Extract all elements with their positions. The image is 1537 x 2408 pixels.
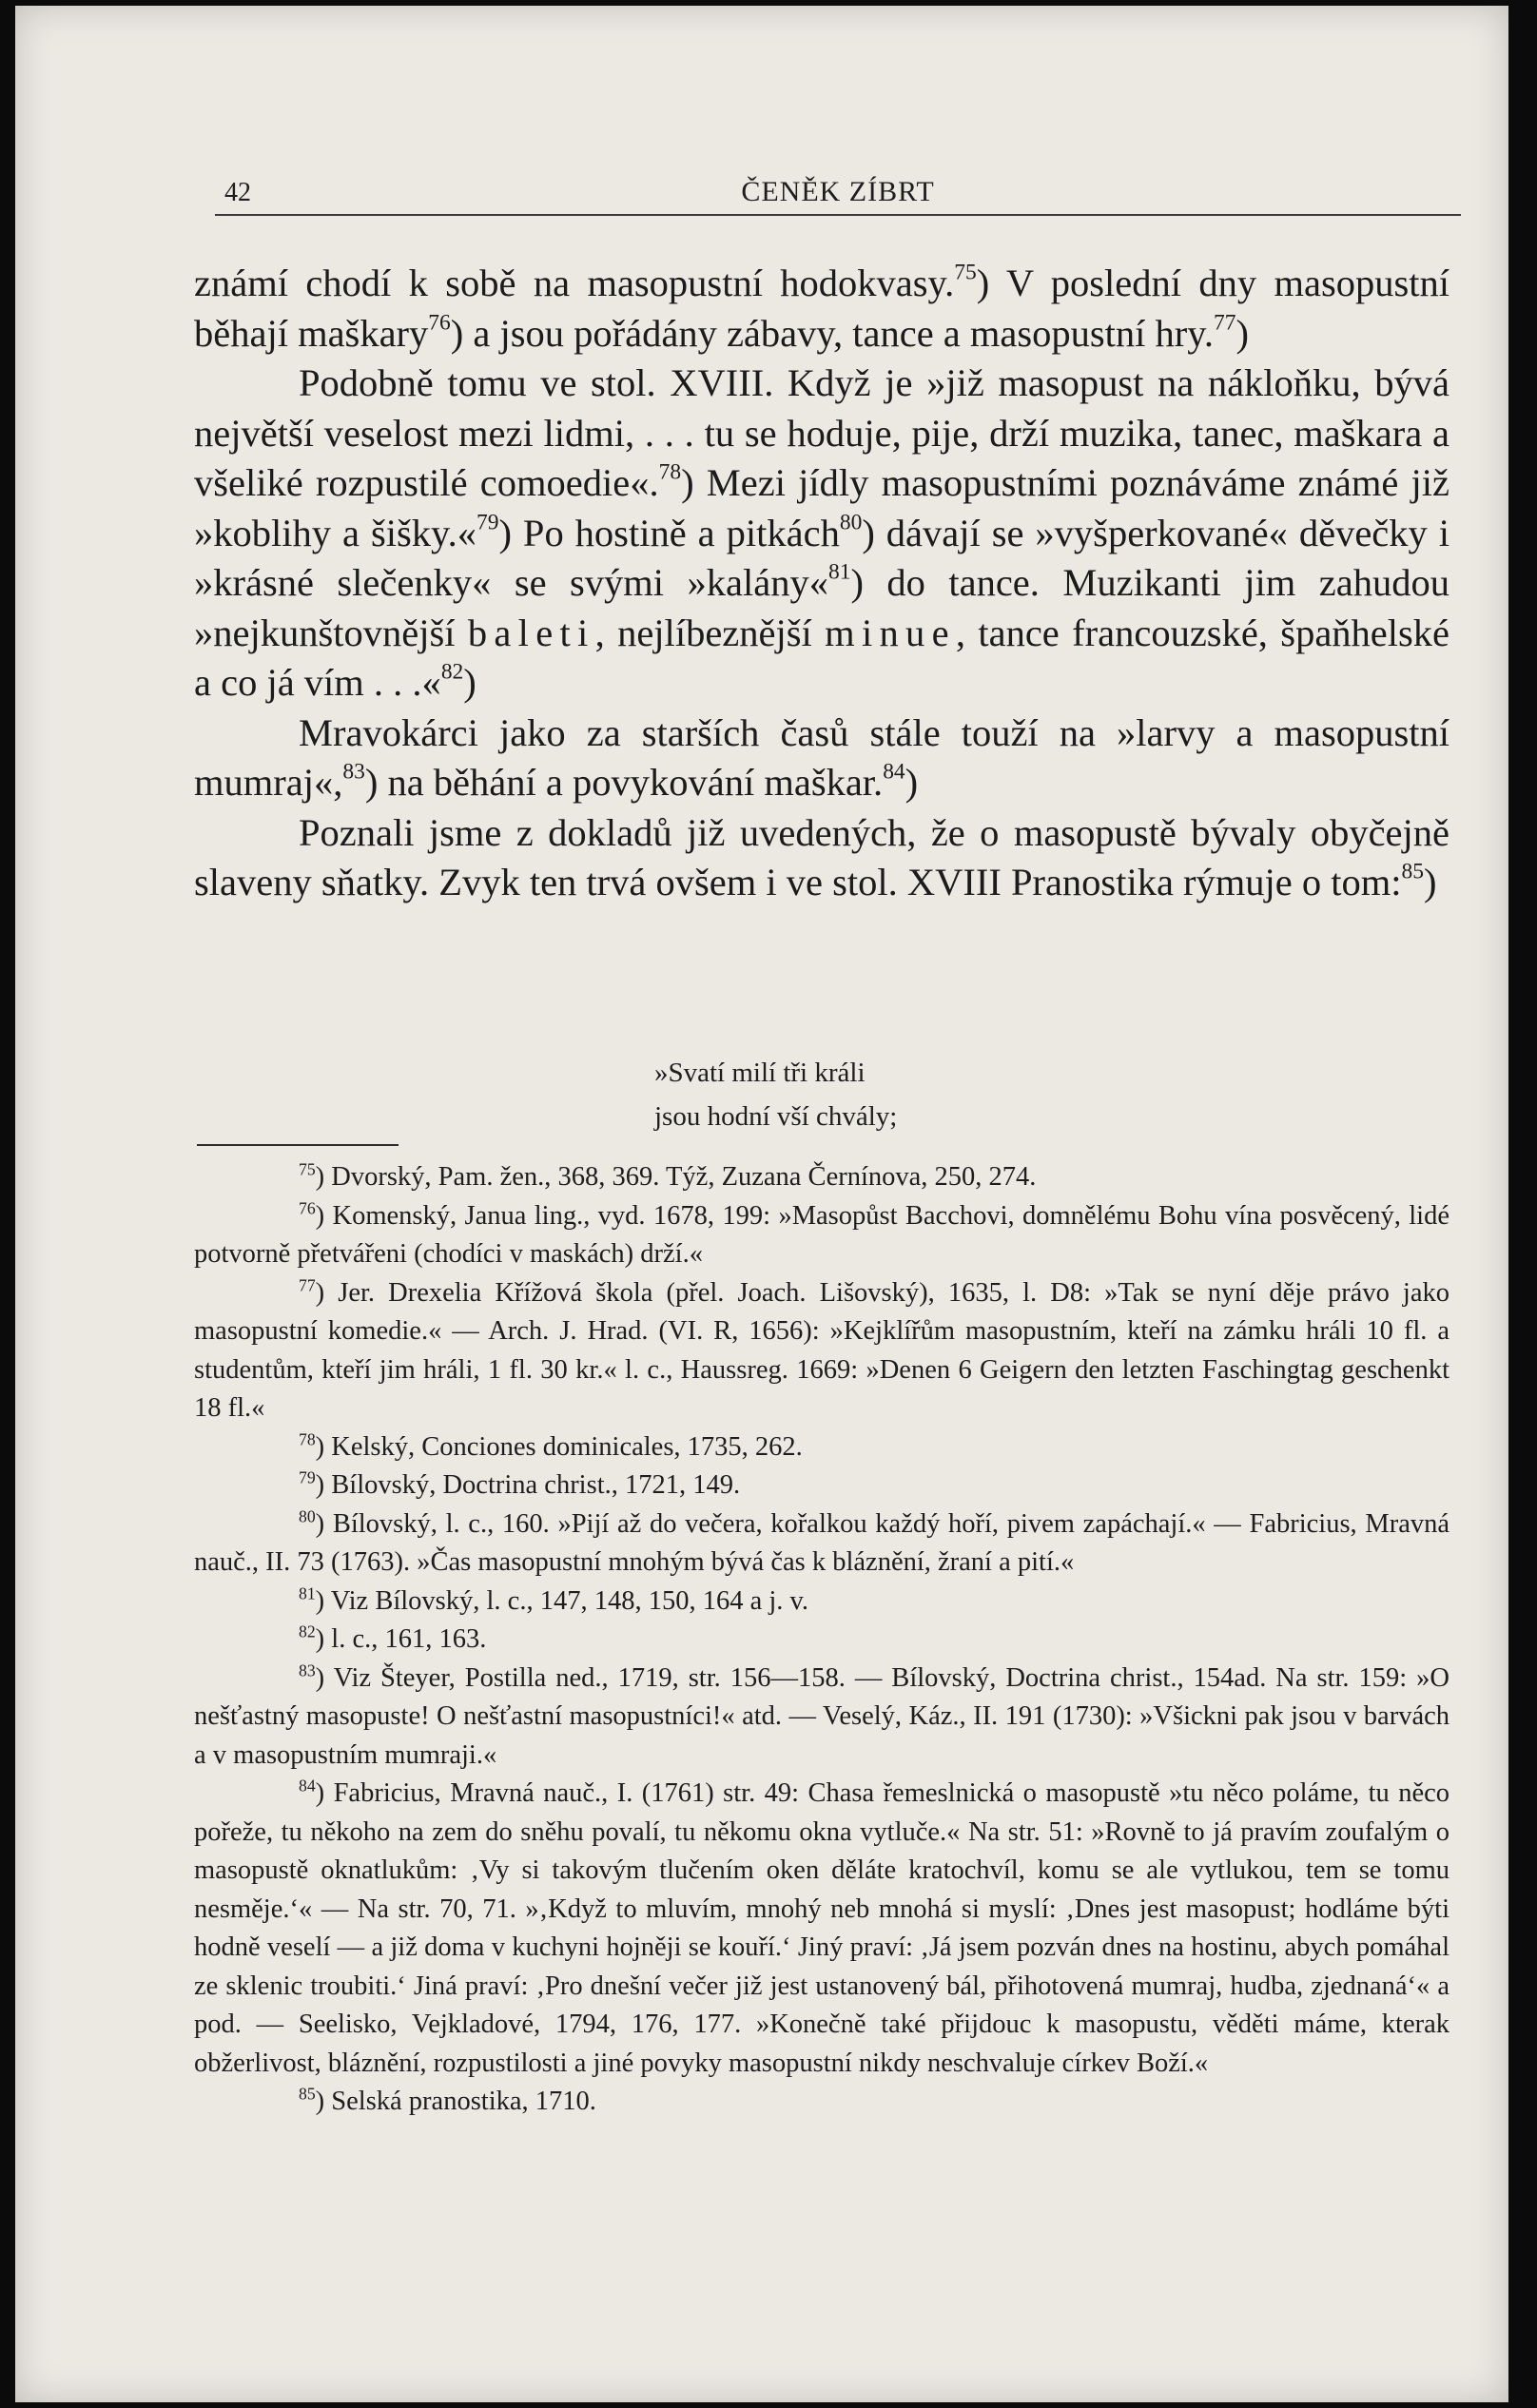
footnote-75	[194, 1158, 1449, 1197]
spaced-word: minue	[825, 611, 956, 654]
footnote-79	[194, 1466, 1449, 1505]
footnote-number: 76	[299, 1197, 316, 1217]
footnote-text: ) Komenský, Janua ling., vyd. 1678, 199: »Masopůst Bacchovi, domnělému Bohu vína posvěcený, lidé potvorně přetvářeni (chodíci v maskách) drží.«	[194, 1200, 1449, 1269]
footnote-text: ) Dvorský, Pam. žen., 368, 369. Týž, Zuzana Černínova, 250, 274.	[315, 1162, 1037, 1192]
text-run: )	[463, 661, 477, 704]
footnote-text: ) Jer. Drexelia Křížová škola (přel. Joach. Lišovský), 1635, l. D8: »Tak se nyní děje právo jako masopustní komedie.« — Arch. J. Hrad. (VI. R, 1656): »Kejklířům masopustním, kteří na zámku hráli 10 fl. a studentům, kteří jim hráli, 1 fl. 30 kr.« l. c., Haussreg. 1669: »Denen 6 Geigern den letzten Faschingtag geschenkt 18 fl.«	[194, 1277, 1449, 1423]
verse-quote	[654, 1051, 897, 1138]
text-run: známí chodí k sobě na masopustní hodokvasy.	[194, 262, 955, 304]
text-run: ) Po hostině a pitkách	[498, 511, 840, 554]
main-text	[194, 259, 1449, 908]
footnote-number: 82	[299, 1622, 316, 1641]
text-run: )	[1235, 311, 1249, 355]
footnote-text: ) Kelský, Conciones dominicales, 1735, 262.	[315, 1431, 803, 1462]
text-run: Poznali jsme z dokladů již uvedených, že o masopustě bývaly obyčejně slaveny sňatky. Zvyk ten trvá ovšem i ve stol. XVIII Pranostika rýmuje o tom:	[194, 810, 1449, 903]
footnote-80	[194, 1505, 1449, 1583]
text-run: Mravokárci jako za starších časů stále touží na »larvy a masopustní mumraj«,	[194, 710, 1449, 804]
footnote-ref: 76	[428, 309, 451, 335]
verse-line: »Svatí milí tři králi	[654, 1058, 866, 1088]
spaced-word: baleti	[467, 611, 595, 654]
footnote-ref: 78	[658, 459, 682, 485]
text-run: ) a jsou pořádány zábavy, tance a masopustní hry.	[450, 311, 1215, 355]
footnote-ref: 79	[476, 509, 499, 534]
paragraph-2	[194, 359, 1449, 709]
paragraph-1	[194, 259, 1449, 359]
footnote-85	[194, 2083, 1449, 2122]
footnote-83	[194, 1660, 1449, 1776]
footnote-divider	[197, 1144, 399, 1146]
footnote-78	[194, 1428, 1449, 1467]
footnote-number: 83	[299, 1660, 316, 1680]
footnote-ref: 83	[342, 759, 365, 785]
footnote-ref: 81	[827, 559, 851, 585]
page-number: 42	[224, 178, 251, 207]
footnotes	[194, 1158, 1449, 2122]
footnote-number: 75	[299, 1159, 316, 1179]
footnote-ref: 84	[883, 759, 905, 785]
text-run: ) do tance. Muzikanti jim zahudou »nejkunštovnější	[194, 561, 1449, 654]
footnote-81	[194, 1583, 1449, 1622]
footnote-text: ) Viz Šteyer, Postilla ned., 1719, str. 156—158. — Bílovský, Doctrina christ., 154ad. Na str. 159: »O nešťastný masopuste! O nešťastní masopustníci!« atd. — Veselý, Káz., II. 191 (1730): »Všickni pak jsou v barvách a v masopustním mumraji.«	[194, 1662, 1449, 1770]
footnote-ref: 75	[954, 260, 977, 285]
footnote-number: 78	[299, 1428, 316, 1448]
running-title: ČENĚK ZÍBRT	[741, 176, 935, 207]
footnote-number: 80	[299, 1505, 316, 1525]
page-header	[215, 172, 1461, 216]
text-run: , tance francouzské, špaňhelské a co já vím . . .«	[194, 611, 1450, 704]
footnote-text: ) Fabricius, Mravná nauč., I. (1761) str. 49: Chasa řemeslnická o masopustě »tu něco poláme, tu něco pořeže, tu někoho na zem do sněhu povalí, tu někomu okna vytluče.« Na str. 51: »Rovně to já pravím zoufalým o masopustě oknatlukům: ‚Vy si takovým tlučením oken děláte kratochvíl, komu se ale vytlukou, tem se tomu nesměje.‘« — Na str. 70, 71. »‚Když to mluvím, mnohý neb mnohá si myslí: ‚Dnes jest masopust; hodláme býti hodně veselí — a již doma v kuchyni hojněji se kouří.‘ Jiný praví: ‚Já jsem pozván dnes na hostinu, abych pomáhal ze sklenic troubiti.‘ Jiná praví: ‚Pro dnešní večer již jest ustanovený bál, přihotovená mumraj, hudba, zjednaná‘« a pod. — Seelisko, Vejkladové, 1794, 176, 177. »Konečně také přijdouc k masopustu, věděti máme, kterak obžerlivost, bláznění, rozpustilosti a jiné povyky masopustní nikdy neschvaluje církev Boží.«	[194, 1778, 1449, 2078]
footnote-ref: 82	[440, 659, 464, 685]
footnote-text: ) Bílovský, Doctrina christ., 1721, 149.	[315, 1470, 741, 1500]
paragraph-3	[194, 709, 1449, 808]
footnote-ref: 77	[1214, 309, 1236, 335]
text-run: )	[905, 761, 919, 804]
text-run: Podobně tomu ve stol. XVIII. Když je »již masopust na nákloňku, bývá největší veselost mezi lidmi, . . . tu se hoduje, pije, drží muzika, tanec, maškara a všeliké rozpustilé comoedie«.	[194, 361, 1449, 504]
text-run: , nejlíbeznější	[594, 611, 812, 654]
footnote-84	[194, 1775, 1449, 2083]
footnote-82	[194, 1621, 1449, 1660]
footnote-number: 85	[299, 2084, 316, 2104]
footnote-number: 79	[299, 1467, 316, 1487]
text-run: ) dávají se »vyšperkované« děvečky i »krásné slečenky« se svými »kalány«	[194, 511, 1450, 604]
footnote-text: ) Viz Bílovský, l. c., 147, 148, 150, 164 a j. v.	[315, 1585, 809, 1616]
footnote-text: ) Bílovský, l. c., 160. »Pijí až do večera, kořalkou každý hoří, pivem zapáchají.« — Fabricius, Mravná nauč., II. 73 (1763). »Čas masopustní mnohým bývá čas k bláznění, žraní a pití.«	[194, 1508, 1449, 1577]
footnote-ref: 85	[1401, 859, 1425, 884]
text-run: )	[1424, 861, 1437, 903]
footnote-77	[194, 1274, 1449, 1428]
footnote-number: 84	[299, 1776, 316, 1796]
footnote-number: 77	[299, 1274, 316, 1294]
paragraph-4	[194, 808, 1449, 908]
text-run: ) V poslední dny masopustní běhají maškary	[194, 262, 1449, 355]
footnote-text: ) Selská pranostika, 1710.	[315, 2087, 596, 2116]
footnote-ref: 80	[839, 509, 863, 534]
footnote-text: ) l. c., 161, 163.	[315, 1624, 487, 1654]
footnote-number: 81	[299, 1583, 316, 1602]
text-run: ) Mezi jídly masopustními poznáváme známé již »koblihy a šišky.«	[194, 461, 1449, 554]
verse-line: jsou hodní vší chvály;	[654, 1101, 898, 1132]
footnote-76	[194, 1197, 1449, 1274]
text-run: ) na běhání a povykování maškar.	[364, 761, 884, 804]
